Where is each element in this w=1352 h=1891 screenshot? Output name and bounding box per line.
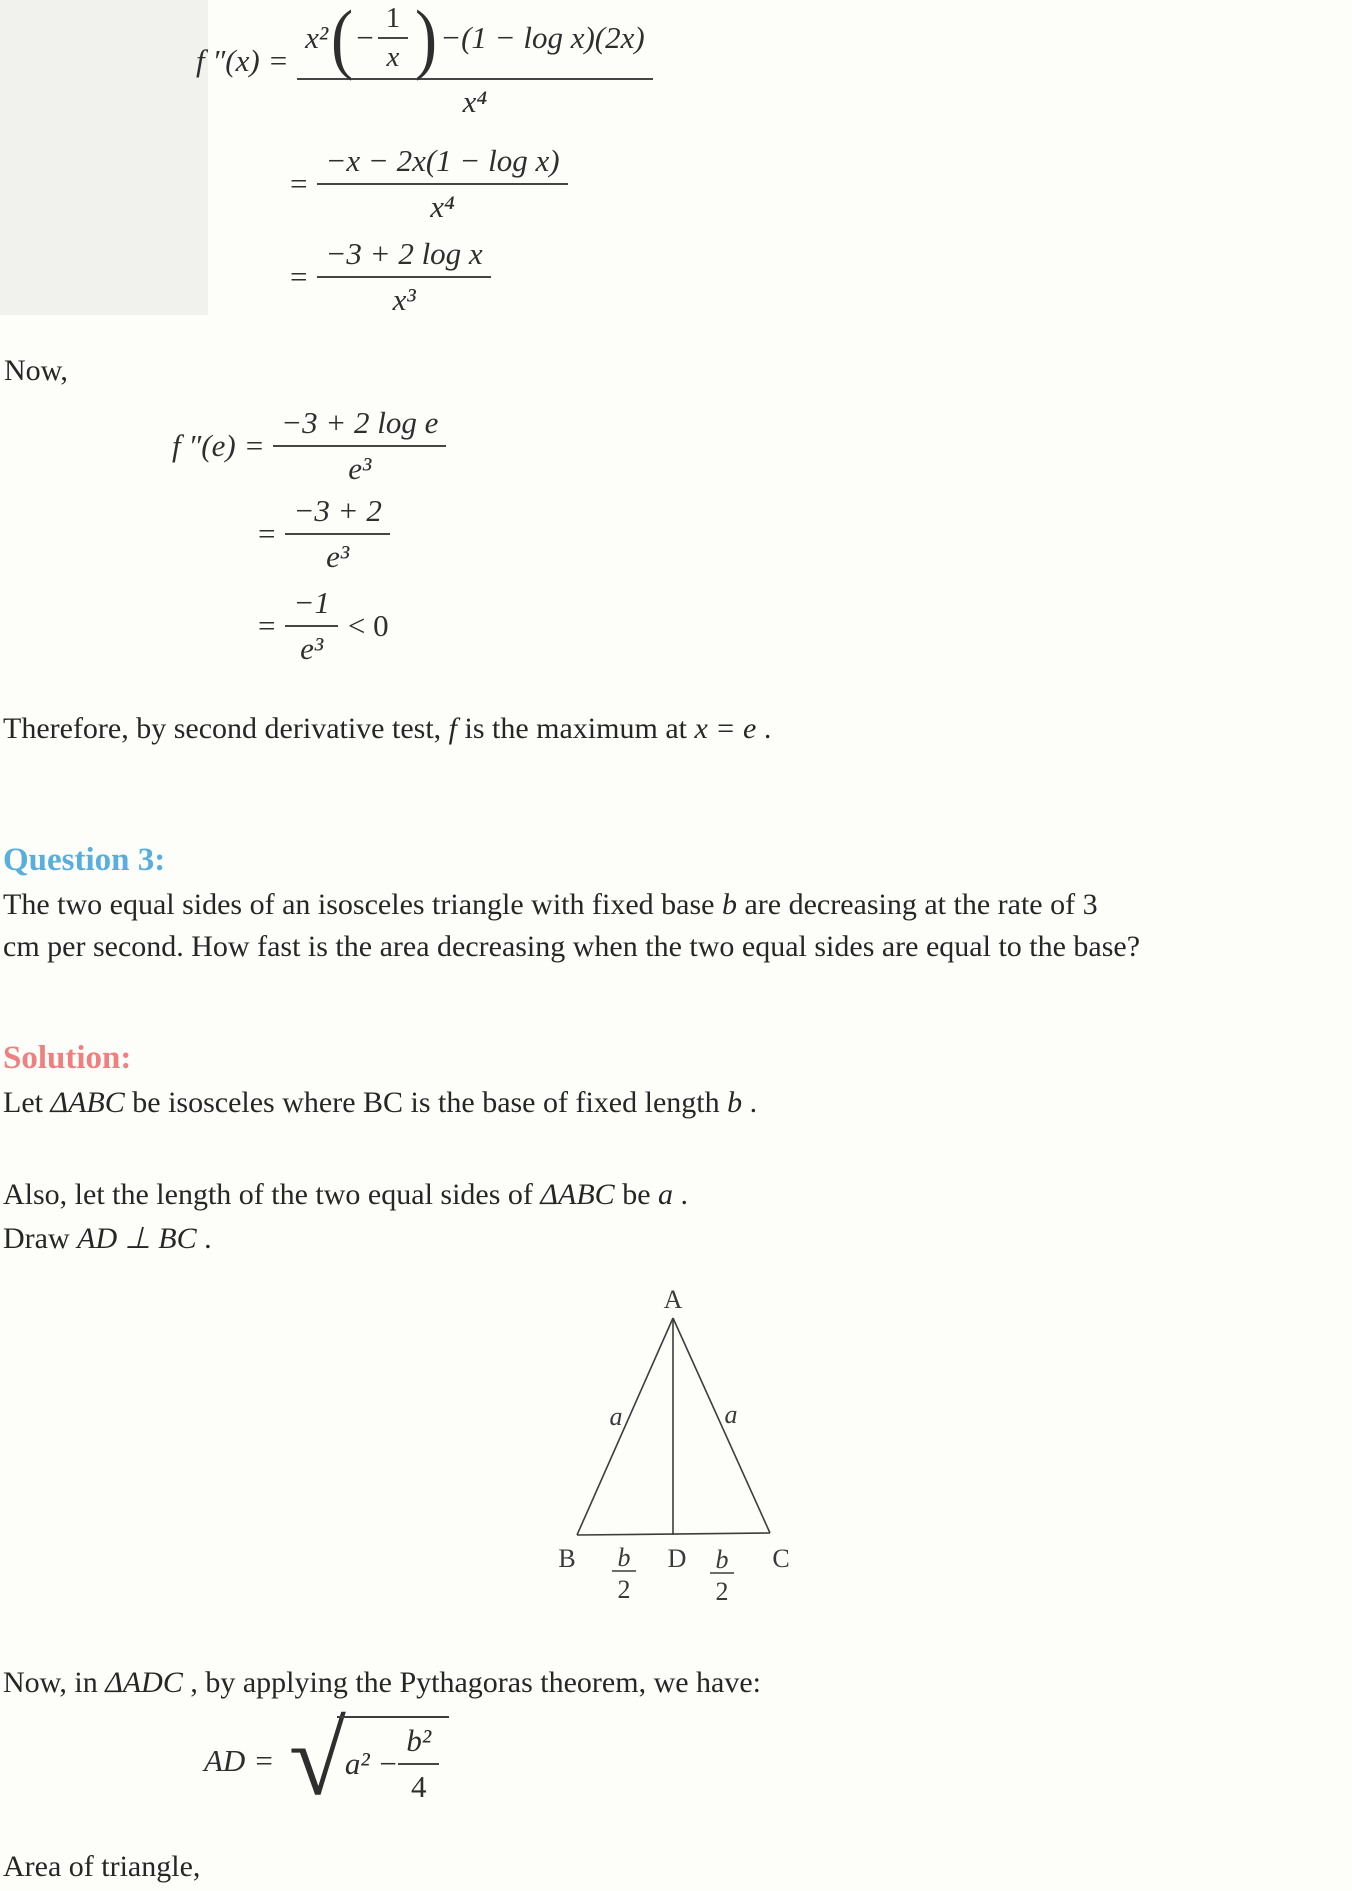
body-text: , by applying the Pythagoras theorem, we have: xyxy=(182,1666,762,1699)
fraction-bar xyxy=(285,625,337,627)
fraction xyxy=(297,2,653,120)
question-text-line2 xyxy=(3,928,1140,966)
math-triangle-abc: ΔABC xyxy=(540,1178,615,1211)
fraction-numerator: −3 + 2 log x xyxy=(325,236,483,271)
solution-text: . xyxy=(196,1222,212,1255)
question-text: The two equal sides of an isosceles triangle with fixed base xyxy=(3,888,722,921)
question-text-line1 xyxy=(3,886,1098,924)
math-term: −(1 − log x)(2x) xyxy=(440,20,645,55)
solution-text: be isosceles where BC is the base of fixed length xyxy=(124,1086,728,1119)
fraction-denominator: e³ xyxy=(348,451,372,486)
side-label-left: a xyxy=(609,1402,623,1431)
fraction xyxy=(273,405,446,487)
vertex-label-b: B xyxy=(558,1544,576,1573)
question-text: are decreasing at the rate of 3 xyxy=(736,888,1098,921)
question-heading: Question 3: xyxy=(3,842,166,878)
solution-line1 xyxy=(3,1084,757,1122)
math-x-equals-e: x = e xyxy=(694,712,757,745)
solution-text: Let xyxy=(3,1086,51,1119)
radicand xyxy=(337,1716,449,1805)
half-base-left-numerator: b xyxy=(617,1543,631,1572)
equation-fppe-line1 xyxy=(172,405,446,487)
fraction xyxy=(317,236,490,318)
inner-denominator: x xyxy=(386,41,400,73)
conclusion-text: Therefore, by second derivative test, xyxy=(3,712,449,745)
body-text: Area of triangle, xyxy=(3,1850,201,1883)
fraction-bar xyxy=(317,183,567,185)
minus-sign: − xyxy=(356,20,374,55)
vertex-label-c: C xyxy=(772,1544,790,1573)
now-label xyxy=(4,352,68,390)
solution-text: Also, let the length of the two equal sides of xyxy=(3,1178,541,1211)
fraction xyxy=(285,493,389,575)
conclusion-text: . xyxy=(756,712,772,745)
now-text: Now, xyxy=(4,354,68,387)
fraction-denominator: e³ xyxy=(326,539,350,574)
fraction-numerator: b² xyxy=(406,1723,432,1758)
equals-sign: = xyxy=(290,166,308,201)
fraction xyxy=(285,585,337,667)
square-root xyxy=(288,1702,449,1818)
equation-ad xyxy=(204,1702,449,1818)
math-lhs: f ″(x) xyxy=(196,43,260,78)
equals-sign: = xyxy=(258,516,276,551)
half-base-right-denominator: 2 xyxy=(715,1577,729,1606)
side-ac xyxy=(673,1318,770,1533)
triangle-labels xyxy=(558,1285,789,1606)
right-paren: ) xyxy=(415,0,438,81)
fraction-denominator: x⁴ xyxy=(462,84,488,119)
fraction-numerator: −x − 2x(1 − log x) xyxy=(325,143,560,178)
math-a: a xyxy=(658,1178,674,1211)
fraction-denominator: x⁴ xyxy=(430,189,455,224)
vertex-label-a: A xyxy=(663,1285,683,1314)
left-paren: ( xyxy=(331,0,354,81)
fraction-bar xyxy=(317,276,490,278)
equation-fppe-line3 xyxy=(248,585,399,667)
equals-sign: = xyxy=(245,428,264,463)
vertex-label-d: D xyxy=(667,1544,687,1573)
equals-sign: = xyxy=(255,1742,273,1778)
area-line xyxy=(3,1848,200,1886)
solution-text: be xyxy=(614,1178,659,1211)
math-triangle-abc: ΔABC xyxy=(50,1086,125,1119)
fraction xyxy=(317,143,567,225)
equation-fppe-line2 xyxy=(248,493,390,575)
equation-fppx-line3 xyxy=(280,236,491,318)
half-base-left-denominator: 2 xyxy=(617,1575,631,1604)
math-b: b xyxy=(721,888,737,921)
radical-sign: √ xyxy=(288,1702,346,1818)
pythagoras-line xyxy=(3,1664,761,1702)
equation-fppx-line2 xyxy=(280,143,568,225)
fraction-denominator: 4 xyxy=(411,1769,427,1804)
half-base-right-numerator: b xyxy=(715,1545,729,1574)
solution-heading: Solution: xyxy=(3,1040,132,1076)
fraction-bar xyxy=(378,37,409,39)
conclusion-line xyxy=(3,710,771,748)
fraction-bar xyxy=(273,445,446,447)
inner-numerator: 1 xyxy=(385,2,401,34)
solution-text: . xyxy=(673,1178,689,1211)
fraction-numerator: −3 + 2 xyxy=(293,493,382,528)
fraction-numerator xyxy=(297,0,653,81)
fraction xyxy=(398,1723,439,1805)
fraction-numerator: −1 xyxy=(293,585,330,620)
math-lhs: AD xyxy=(204,1742,246,1778)
body-text: Now, in xyxy=(3,1666,106,1699)
conclusion-text: is the maximum at xyxy=(457,712,695,745)
solution-line3 xyxy=(3,1220,212,1258)
fraction-denominator: e³ xyxy=(300,631,324,666)
solution-text: . xyxy=(742,1086,758,1119)
scan-artifact-shade xyxy=(0,0,208,315)
triangle-edges xyxy=(577,1318,770,1573)
equals-sign: = xyxy=(258,608,276,643)
inner-fraction xyxy=(378,2,409,74)
inequality-tail: < 0 xyxy=(347,608,389,643)
math-term: x² xyxy=(305,20,329,55)
solution-line2 xyxy=(3,1176,688,1214)
math-term: a² − xyxy=(344,1746,399,1781)
fraction-bar xyxy=(398,1763,439,1765)
solution-text: Draw xyxy=(3,1222,78,1255)
fraction-numerator: −3 + 2 log e xyxy=(281,405,439,440)
equation-fppx-line1 xyxy=(196,2,653,120)
side-ab xyxy=(577,1318,673,1535)
fraction-denominator: x³ xyxy=(392,282,416,317)
math-triangle-adc: ΔADC xyxy=(105,1666,183,1699)
isosceles-triangle-diagram xyxy=(450,1283,830,1613)
question-text: cm per second. How fast is the area decreasing when the two equal sides are equal to the base? xyxy=(3,930,1141,963)
math-ad-perp-bc: AD ⊥ BC xyxy=(77,1222,197,1255)
math-lhs: f ″(e) xyxy=(172,428,236,463)
side-label-right: a xyxy=(724,1400,738,1429)
math-b: b xyxy=(727,1086,743,1119)
math-f: f xyxy=(448,712,457,745)
equals-sign: = xyxy=(269,43,288,78)
equals-sign: = xyxy=(290,259,308,294)
fraction-bar xyxy=(285,533,389,535)
